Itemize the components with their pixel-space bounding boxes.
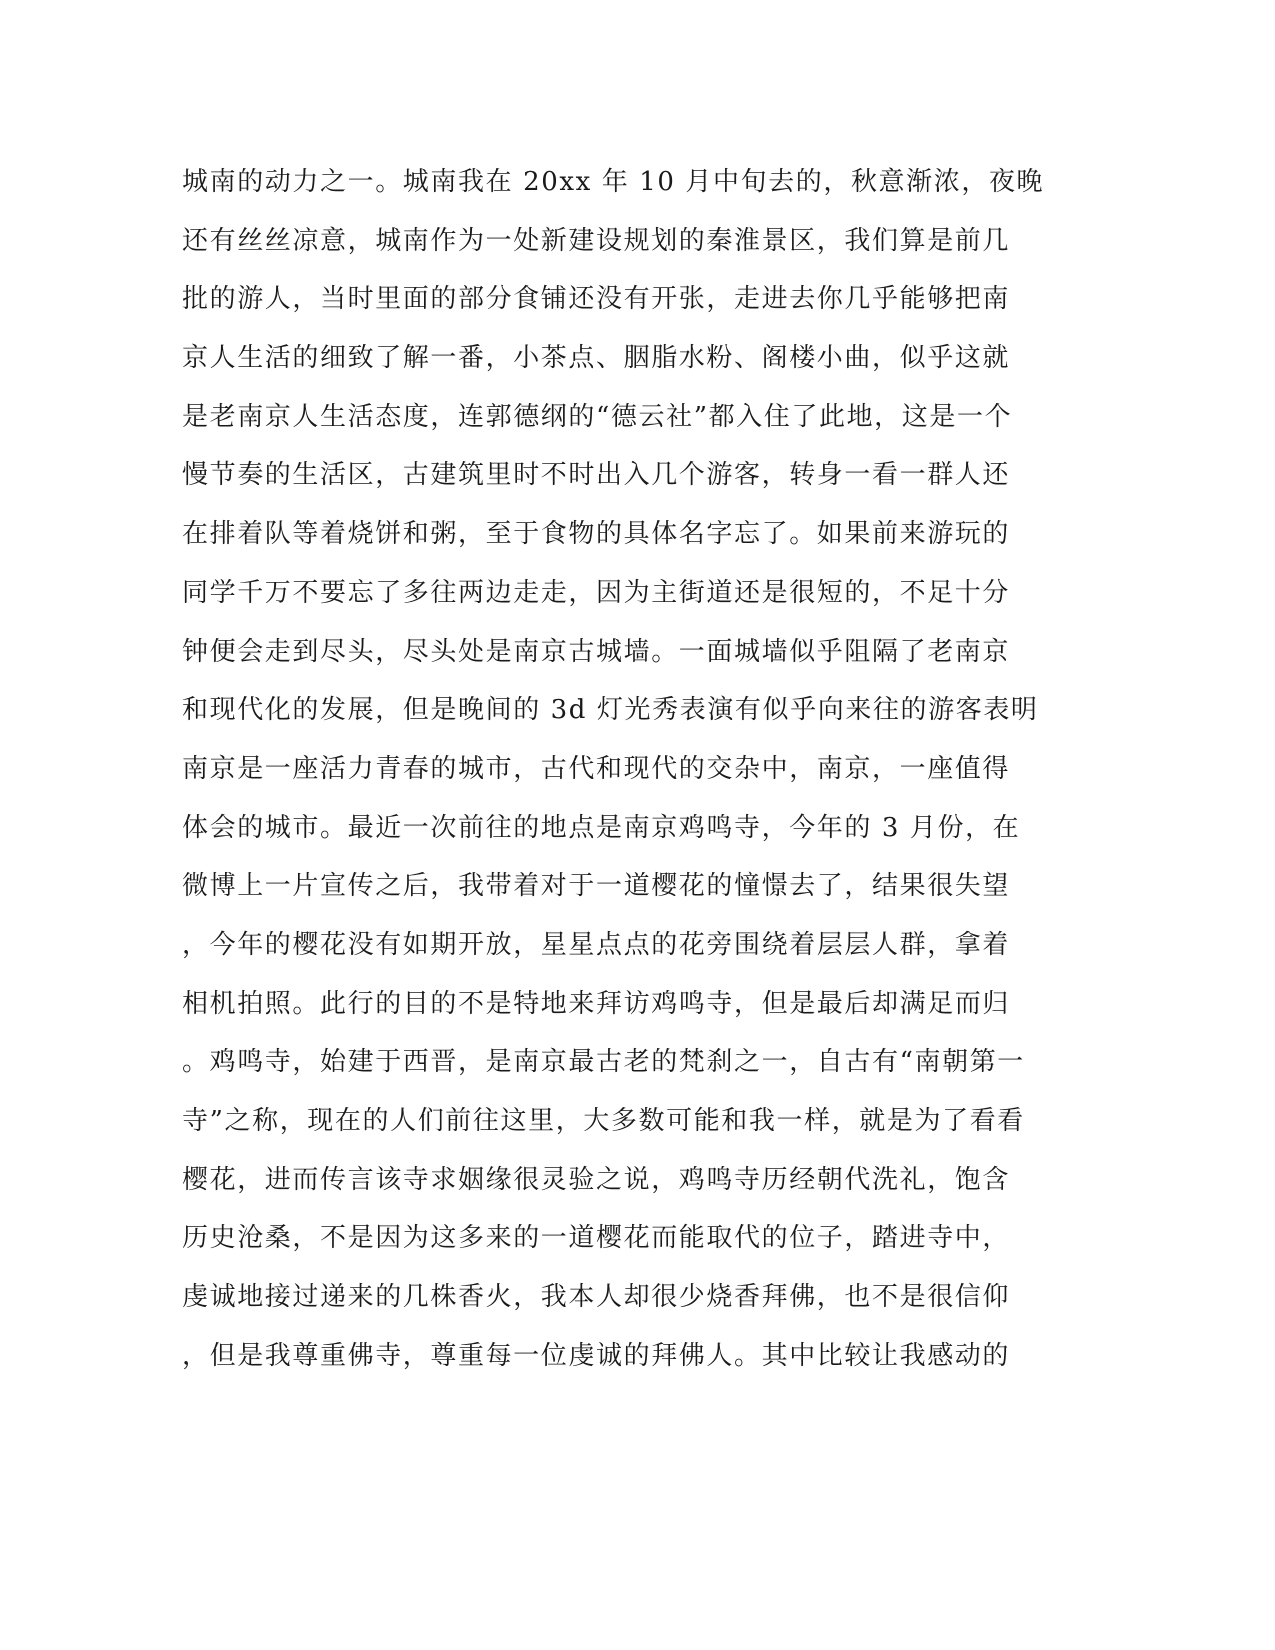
text-line: 同学千万不要忘了多往两边走走，因为主街道还是很短的，不足十分 <box>182 577 1011 608</box>
body-text <box>182 158 1082 1390</box>
text-line: 京人生活的细致了解一番，小茶点、胭脂水粉、阁楼小曲，似乎这就 <box>182 343 1011 374</box>
text-line: 批的游人，当时里面的部分食铺还没有开张，走进去你几乎能够把南 <box>182 284 1011 315</box>
text-line: 寺”之称，现在的人们前往这里，大多数可能和我一样，就是为了看看 <box>182 1106 1025 1136</box>
text-line: 历史沧桑，不是因为这多来的一道樱花而能取代的位子，踏进寺中， <box>182 1223 1011 1254</box>
text-line: ，但是我尊重佛寺，尊重每一位虔诚的拜佛人。其中比较让我感动的 <box>182 1340 1011 1371</box>
text-line: 。鸡鸣寺，始建于西晋，是南京最古老的梵刹之一，自古有“南朝第一 <box>182 1047 1025 1078</box>
text-line: 在排着队等着烧饼和粥，至于食物的具体名字忘了。如果前来游玩的 <box>182 519 1011 550</box>
text-line: 南京是一座活力青春的城市，古代和现代的交杂中，南京，一座值得 <box>182 753 1011 784</box>
text-line: 樱花，进而传言该寺求姻缘很灵验之说，鸡鸣寺历经朝代洗礼，饱含 <box>182 1164 1011 1195</box>
text-line: 和现代化的发展，但是晚间的 3d 灯光秀表演有似乎向来往的游客表明 <box>182 695 1039 726</box>
text-line: 慢节奏的生活区，古建筑里时不时出入几个游客，转身一看一群人还 <box>182 460 1011 491</box>
text-line: 微博上一片宣传之后，我带着对于一道樱花的憧憬去了，结果很失望 <box>182 871 1011 902</box>
text-line: ，今年的樱花没有如期开放，星星点点的花旁围绕着层层人群，拿着 <box>182 929 1011 960</box>
text-line: 体会的城市。最近一次前往的地点是南京鸡鸣寺，今年的 3 月份，在 <box>182 812 1021 843</box>
text-line: 城南的动力之一。城南我在 20xx 年 10 月中旬去的，秋意渐浓，夜晚 <box>182 167 1045 197</box>
text-line: 钟便会走到尽头，尽头处是南京古城墙。一面城墙似乎阻隔了老南京 <box>182 636 1011 667</box>
text-line: 是老南京人生活态度，连郭德纲的“德云社”都入住了此地，这是一个 <box>182 401 1013 432</box>
text-line: 相机拍照。此行的目的不是特地来拜访鸡鸣寺，但是最后却满足而归 <box>182 988 1011 1019</box>
text-line: 虔诚地接过递来的几株香火，我本人却很少烧香拜佛，也不是很信仰 <box>182 1282 1011 1313</box>
text-line: 还有丝丝凉意，城南作为一处新建设规划的秦淮景区，我们算是前几 <box>182 225 1011 256</box>
